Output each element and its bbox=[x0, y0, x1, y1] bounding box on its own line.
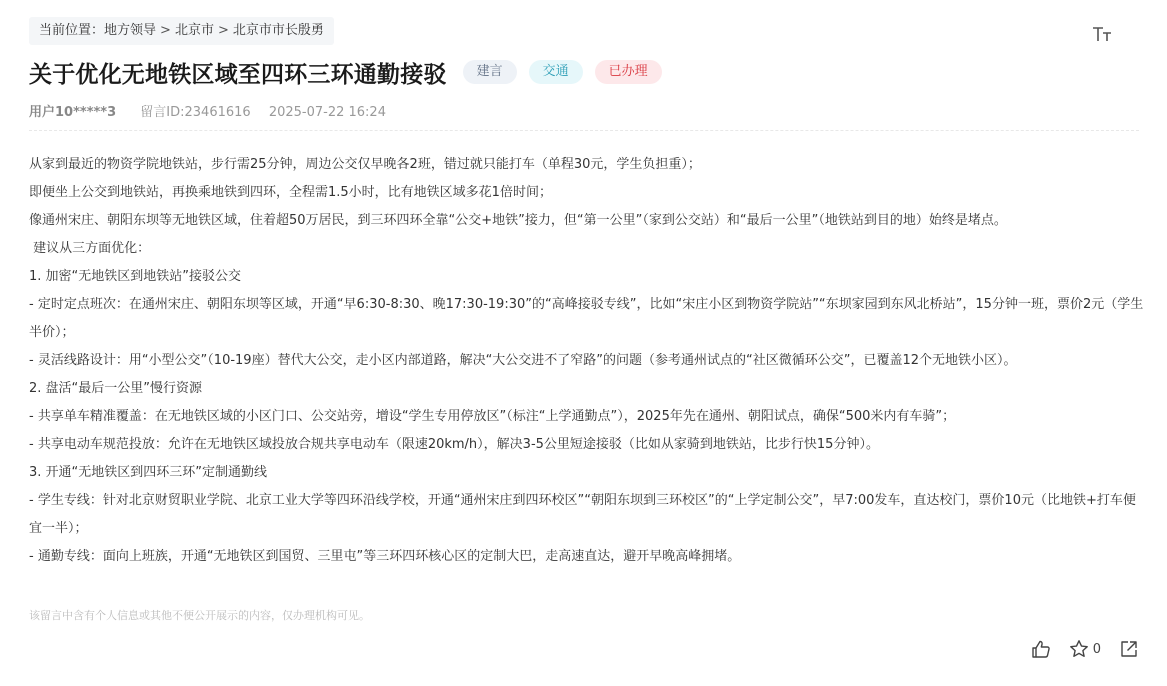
action-bar bbox=[1031, 639, 1139, 659]
favorite-count: 0 bbox=[1092, 641, 1101, 657]
breadcrumb-separator: > bbox=[217, 23, 229, 38]
content-paragraph: 2. 盘活“最后一公里”慢行资源 bbox=[29, 381, 203, 396]
user-name: 用户10*****3 bbox=[29, 105, 117, 120]
content-paragraph: - 定时定点班次：在通州宋庄、朝阳东坝等区域，开通“早6:30-8:30、晚17:30-19:30”的“高峰接驳专线”，比如“宋庄小区到物资学院站”“东坝家园到东风北桥站”，15分钟一班，票价2元（学生半价）； bbox=[29, 297, 1144, 340]
content-paragraph: 3. 开通“无地铁区到四环三环”定制通勤线 bbox=[29, 465, 268, 480]
breadcrumb bbox=[29, 17, 334, 45]
type-tag: 建言 bbox=[463, 60, 517, 84]
content-paragraph: 1. 加密“无地铁区到地铁站”接驳公交 bbox=[29, 269, 242, 284]
breadcrumb-item-leaders[interactable]: 地方领导 bbox=[104, 23, 157, 38]
message-id: 留言ID:23461616 bbox=[140, 105, 251, 120]
share-button[interactable] bbox=[1119, 639, 1139, 659]
message-datetime: 2025-07-22 16:24 bbox=[268, 105, 386, 120]
page-title: 关于优化无地铁区域至四环三环通勤接驳 bbox=[29, 61, 447, 88]
content-paragraph: 建议从三方面优化： bbox=[29, 241, 151, 256]
content-paragraph: - 灵活线路设计：用“小型公交”（10-19座）替代大公交，走小区内部道路，解决“大公交进不了窄路”的问题（参考通州试点的“社区微循环公交”，已覆盖12个无地铁小区）。 bbox=[29, 353, 1017, 368]
font-size-icon[interactable] bbox=[1091, 24, 1115, 44]
title-row bbox=[29, 55, 662, 89]
message-content bbox=[29, 151, 1144, 571]
content-paragraph: 像通州宋庄、朝阳东坝等无地铁区域，住着超50万居民，到三环四环全靠“公交+地铁”接力，但“第一公里”（家到公交站）和“最后一公里”（地铁站到目的地）始终是堵点。 bbox=[29, 213, 1007, 228]
breadcrumb-label: 当前位置： bbox=[39, 23, 105, 38]
divider bbox=[29, 130, 1139, 131]
breadcrumb-separator: > bbox=[160, 23, 171, 38]
content-paragraph: 从家到最近的物资学院地铁站，步行需25分钟，周边公交仅早晚各2班，错过就只能打车（单程30元，学生负担重）； bbox=[29, 157, 701, 172]
content-paragraph: - 通勤专线：面向上班族，开通“无地铁区到国贸、三里屯”等三环四环核心区的定制大巴，走高速直达，避开早晚高峰拥堵。 bbox=[29, 549, 741, 564]
message-meta bbox=[29, 101, 386, 120]
like-button[interactable] bbox=[1031, 639, 1051, 659]
content-paragraph: 即便坐上公交到地铁站，再换乘地铁到四环，全程需1.5小时，比有地铁区域多花1倍时间； bbox=[29, 185, 552, 200]
favorite-button[interactable] bbox=[1069, 639, 1101, 659]
breadcrumb-item-mayor[interactable]: 北京市市长殷勇 bbox=[232, 23, 324, 38]
content-paragraph: - 学生专线：针对北京财贸职业学院、北京工业大学等四环沿线学校，开通“通州宋庄到四环校区”“朝阳东坝到三环校区”的“上学定制公交”，早7:00发车，直达校门，票价10元（比地铁+打车便宜一半）； bbox=[29, 493, 1136, 536]
star-icon bbox=[1069, 639, 1089, 659]
thumbs-up-icon bbox=[1031, 639, 1051, 659]
share-icon bbox=[1119, 639, 1139, 659]
privacy-note: 该留言中含有个人信息或其他不便公开展示的内容，仅办理机构可见。 bbox=[29, 609, 370, 622]
content-paragraph: - 共享电动车规范投放：允许在无地铁区域投放合规共享电动车（限速20km/h），解决3-5公里短途接驳（比如从家骑到地铁站，比步行快15分钟）。 bbox=[29, 437, 879, 452]
status-badge: 已办理 bbox=[595, 60, 662, 84]
content-paragraph: - 共享单车精准覆盖：在无地铁区域的小区门口、公交站旁，增设“学生专用停放区”（标注“上学通勤点”），2025年先在通州、朝阳试点，确保“500米内有车骑”； bbox=[29, 409, 956, 424]
breadcrumb-item-beijing[interactable]: 北京市 bbox=[174, 23, 214, 38]
domain-tag: 交通 bbox=[529, 60, 583, 84]
